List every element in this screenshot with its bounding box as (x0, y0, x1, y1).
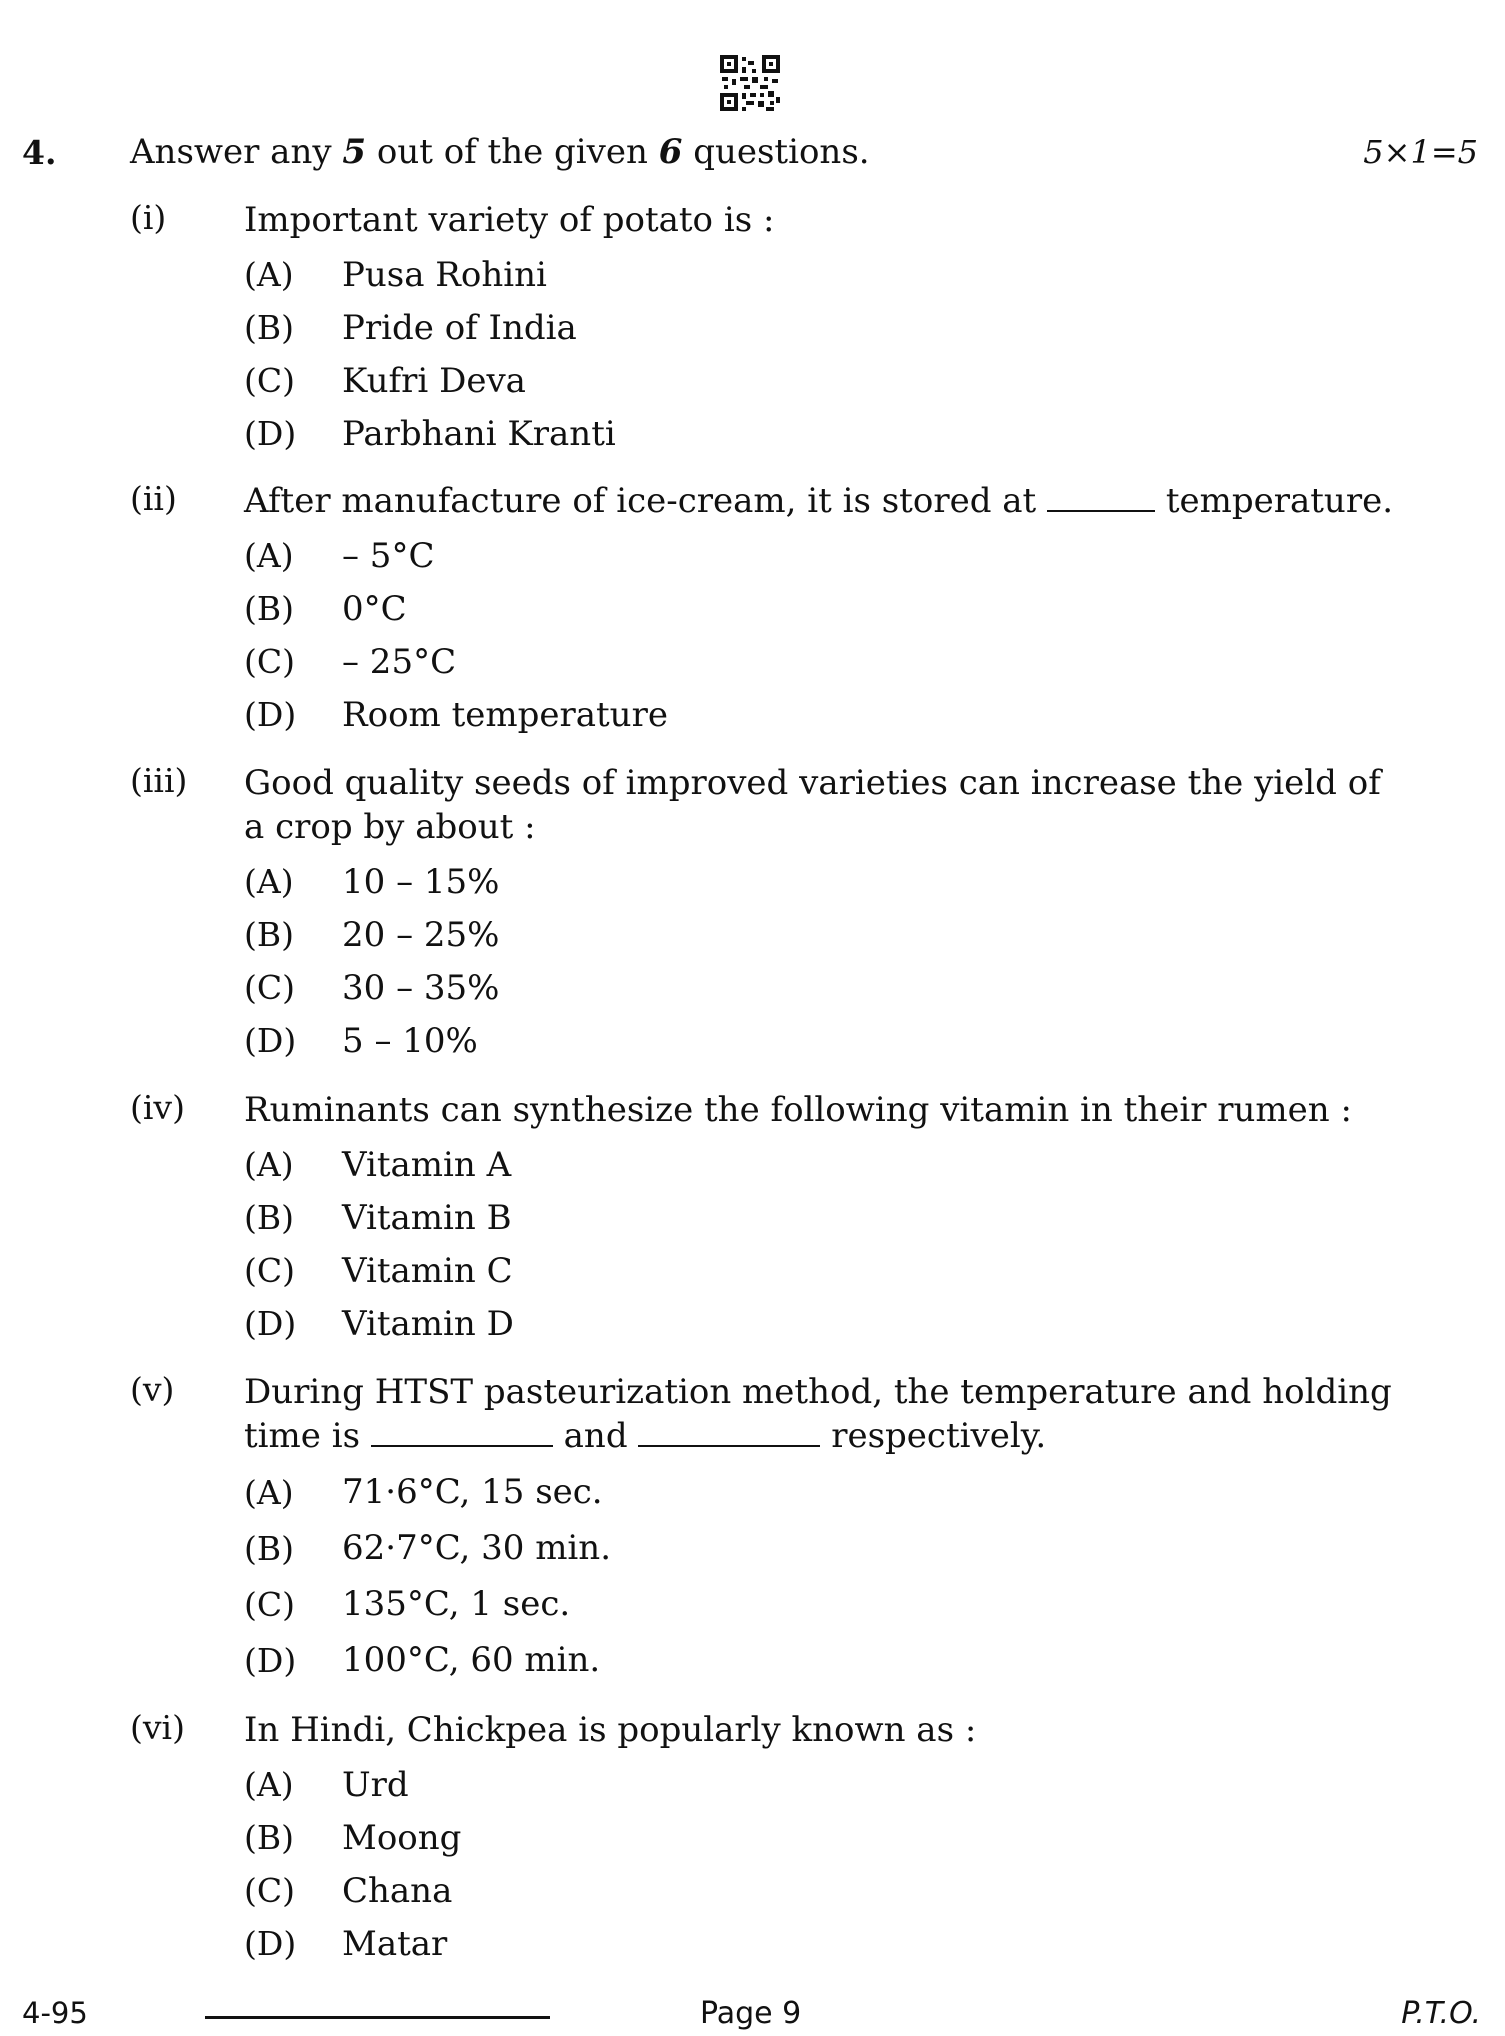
option-a[interactable] (244, 855, 1400, 908)
option-label: (D) (244, 1640, 297, 1680)
subquestion-text: Important variety of potato is : (244, 200, 775, 240)
option-label: (B) (244, 1198, 294, 1237)
subquestion-text: Good quality seeds of improved varieties can increase the yield of a crop by about : (244, 763, 1381, 847)
option-text: Parbhani Kranti (342, 413, 616, 454)
option-text: Pusa Rohini (342, 254, 547, 295)
option-text: 135°C, 1 sec. (342, 1584, 571, 1624)
option-a[interactable] (244, 1138, 1400, 1191)
option-text: 100°C, 60 min. (342, 1640, 601, 1680)
option-text: 0°C (342, 588, 407, 629)
option-list (244, 855, 1400, 1067)
option-a[interactable] (244, 248, 1400, 301)
option-text: Room temperature (342, 694, 668, 735)
question-number: 4. (22, 133, 57, 172)
subquestion-4 (130, 1088, 1400, 1350)
option-label: (A) (244, 1765, 294, 1804)
option-list (244, 1464, 1400, 1688)
option-c[interactable] (244, 1576, 1400, 1632)
option-c[interactable] (244, 1244, 1400, 1297)
option-label: (D) (244, 695, 297, 734)
page-footer (0, 1996, 1505, 2036)
option-d[interactable] (244, 1014, 1400, 1067)
subquestion-6 (130, 1708, 1400, 1970)
option-label: (B) (244, 915, 294, 954)
instruction-mid: out of the given (366, 132, 659, 172)
option-label: (B) (244, 1528, 294, 1568)
paper-code: 4-95 (22, 1996, 88, 2030)
subquestion-text-line1: During HTST pasteurization method, the temperature and holding (244, 1372, 1392, 1412)
subquestion-2 (130, 479, 1400, 741)
subquestion-label: (vi) (130, 1708, 185, 1747)
option-list (244, 248, 1400, 460)
option-d[interactable] (244, 1632, 1400, 1688)
subquestion-3 (130, 761, 1400, 1067)
option-text: Vitamin C (342, 1250, 513, 1291)
option-c[interactable] (244, 635, 1400, 688)
option-b[interactable] (244, 1520, 1400, 1576)
option-d[interactable] (244, 1917, 1400, 1970)
option-c[interactable] (244, 1864, 1400, 1917)
subquestion-label: (iv) (130, 1088, 185, 1127)
option-b[interactable] (244, 301, 1400, 354)
option-list (244, 1138, 1400, 1350)
option-label: (A) (244, 1472, 294, 1512)
marks-allocation: 5×1=5 (1363, 133, 1478, 171)
option-label: (A) (244, 536, 294, 575)
option-label: (C) (244, 361, 295, 400)
instruction-post: questions. (682, 132, 870, 172)
please-turn-over: P.T.O. (1401, 1996, 1481, 2031)
option-label: (D) (244, 1924, 297, 1963)
fill-blank (1047, 484, 1155, 512)
instruction-count-total: 6 (658, 132, 683, 172)
option-label: (A) (244, 1145, 294, 1184)
option-text: 71·6°C, 15 sec. (342, 1472, 603, 1512)
instruction-count-answer: 5 (342, 132, 367, 172)
option-label: (C) (244, 1871, 295, 1910)
subquestion-text-mid: and (563, 1416, 628, 1456)
subquestion-text-post: respectively. (831, 1416, 1047, 1456)
option-list (244, 1758, 1400, 1970)
option-c[interactable] (244, 961, 1400, 1014)
footer-divider (205, 2016, 550, 2019)
subquestion-label: (ii) (130, 479, 177, 518)
subquestion-text (244, 479, 1400, 523)
option-label: (B) (244, 308, 294, 347)
option-text: 20 – 25% (342, 914, 500, 955)
subquestion-text: Ruminants can synthesize the following vitamin in their rumen : (244, 1090, 1352, 1130)
fill-blank (638, 1419, 820, 1447)
option-text: Vitamin D (342, 1303, 514, 1344)
subquestion-label: (v) (130, 1370, 175, 1409)
option-text: Moong (342, 1817, 462, 1858)
option-text: Pride of India (342, 307, 577, 348)
option-c[interactable] (244, 354, 1400, 407)
option-text: Urd (342, 1764, 409, 1805)
option-label: (D) (244, 1304, 297, 1343)
option-text: Vitamin A (342, 1144, 512, 1185)
option-a[interactable] (244, 529, 1400, 582)
option-d[interactable] (244, 688, 1400, 741)
subquestion-text-line2 (244, 1414, 1400, 1458)
subquestion-text-pre: time is (244, 1416, 361, 1456)
option-text: – 5°C (342, 535, 435, 576)
question-instruction (130, 132, 870, 172)
option-b[interactable] (244, 1811, 1400, 1864)
option-text: 10 – 15% (342, 861, 500, 902)
option-text: Vitamin B (342, 1197, 512, 1238)
instruction-pre: Answer any (130, 132, 343, 172)
option-text: – 25°C (342, 641, 457, 682)
subquestion-5 (130, 1370, 1400, 1688)
option-d[interactable] (244, 407, 1400, 460)
option-b[interactable] (244, 1191, 1400, 1244)
option-a[interactable] (244, 1758, 1400, 1811)
fill-blank (371, 1419, 553, 1447)
option-d[interactable] (244, 1297, 1400, 1350)
option-text: 62·7°C, 30 min. (342, 1528, 612, 1568)
option-a[interactable] (244, 1464, 1400, 1520)
subquestion-text-pre: After manufacture of ice-cream, it is stored at (244, 481, 1037, 521)
option-label: (B) (244, 589, 294, 628)
option-list (244, 529, 1400, 741)
option-text: 30 – 35% (342, 967, 500, 1008)
option-text: Matar (342, 1923, 448, 1964)
option-text: Chana (342, 1870, 453, 1911)
option-label: (C) (244, 1584, 295, 1624)
option-label: (B) (244, 1818, 294, 1857)
subquestion-1 (130, 198, 1400, 460)
page-number: Page 9 (700, 1996, 802, 2031)
option-text: 5 – 10% (342, 1020, 478, 1061)
option-label: (A) (244, 255, 294, 294)
option-label: (C) (244, 968, 295, 1007)
subquestion-text: In Hindi, Chickpea is popularly known as : (244, 1710, 977, 1750)
option-text: Kufri Deva (342, 360, 526, 401)
option-label: (A) (244, 862, 294, 901)
subquestion-label: (i) (130, 198, 167, 237)
option-b[interactable] (244, 908, 1400, 961)
option-b[interactable] (244, 582, 1400, 635)
subquestion-text-post: temperature. (1165, 481, 1394, 521)
option-label: (D) (244, 1021, 297, 1060)
option-label: (D) (244, 414, 297, 453)
option-label: (C) (244, 1251, 295, 1290)
option-label: (C) (244, 642, 295, 681)
qr-code-icon (720, 55, 780, 111)
subquestion-label: (iii) (130, 761, 188, 800)
